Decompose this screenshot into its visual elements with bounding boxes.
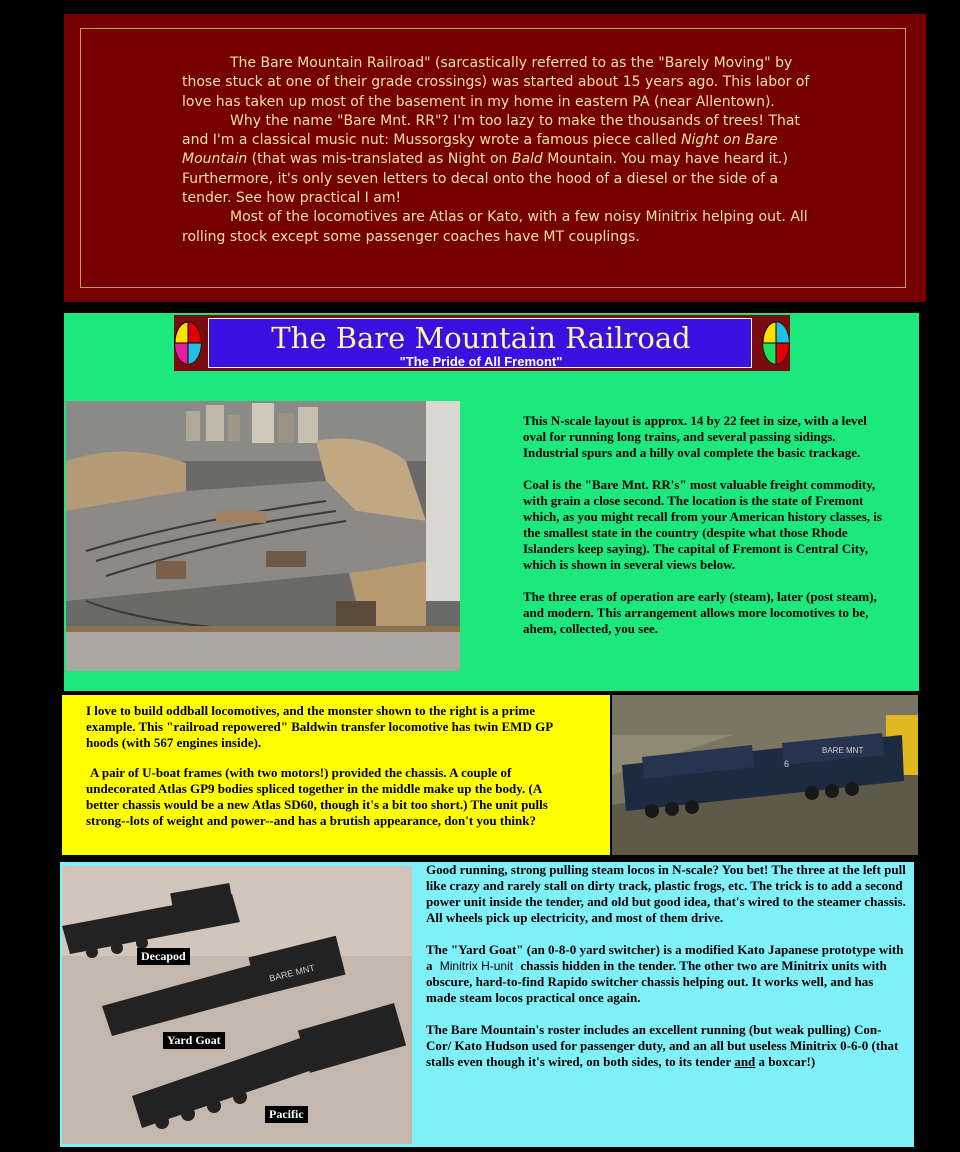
steam-section: [60, 862, 914, 1147]
layout-overview-photo: [66, 401, 460, 671]
intro-paragraph-1: The Bare Mountain Railroad" (sarcastically referred to as the "Barely Moving" by those stuck at one of their grade crossings) was started about 15 years ago. This labor of love has taken up most of the basement in my home in eastern PA (near Allentown).: [182, 55, 810, 110]
transfer-locomotive-photo: [612, 695, 918, 855]
drumhead-right-icon: [762, 321, 790, 365]
steam-description: [426, 862, 906, 1086]
drumhead-left-icon: [174, 321, 202, 365]
title-plate: [208, 318, 752, 368]
steam-paragraph-3: The Bare Mountain's roster includes an excellent running (but weak pulling) Con-Cor/ Kato Hudson used for passenger duty, and an all but useless Minitrix 0-6-0 (that stalls even though it's wired, on both sides, to its tender and a boxcar!): [426, 1022, 899, 1069]
layout-description: [523, 413, 893, 653]
loco-description: [86, 703, 576, 843]
page-subtitle: "The Pride of All Fremont": [399, 354, 563, 369]
steam-paragraph-1: Good running, strong pulling steam locos in N-scale? You bet! The three at the left pull like crazy and rarely stall on dirty track, plastic frogs, etc. The trick is to add a second power unit inside the tender, and old but good idea, that's wired to the steamer chassis. All wheels pick up electricity, and most of them drive.: [426, 862, 906, 925]
layout-section: [64, 313, 919, 691]
layout-paragraph-2: Coal is the "Bare Mnt. RR's" most valuable freight commodity, with grain a close second. The location is the state of Fremont which, as you might recall from your American history classes, is the smallest state in the country (despite what those Rhode Islanders keep saying). The capital of Fremont is Central City, which is shown in several views below.: [523, 477, 882, 572]
intro-paragraph-3: Most of the locomotives are Atlas or Kato, with a few noisy Minitrix helping out. All rolling stock except some passenger coaches have MT couplings.: [182, 209, 808, 245]
steam-locos-photo: [62, 866, 412, 1144]
caption-decapod: Decapod: [137, 948, 190, 965]
steam-locos-image: [62, 866, 412, 1144]
loco-section: [62, 695, 610, 855]
intro-text: [182, 54, 822, 247]
layout-paragraph-3: The three eras of operation are early (steam), later (post steam), and modern. This arrangement allows more locomotives to be, ahem, collected, you see.: [523, 589, 877, 636]
loco-paragraph-1: I love to build oddball locomotives, and the monster shown to the right is a prime example. This "railroad repowered" Baldwin transfer locomotive has twin EMD GP hoods (with 567 engines inside).: [86, 703, 553, 750]
loco-number: 6: [784, 759, 790, 769]
caption-yard-goat: Yard Goat: [163, 1032, 225, 1049]
title-banner: [174, 315, 790, 371]
intro-paragraph-2: Why the name "Bare Mnt. RR"? I'm too lazy to make the thousands of trees! That and I'm a classical music nut: Mussorgsky wrote a famous piece called Night on Bare Mountain (that was mis-translated as Night on Bald Mountain. You may have heard it.) Furthermore, it's only seven letters to decal onto the hood of a diesel or the side of a tender. See how practical I am!: [182, 112, 800, 207]
caption-pacific: Pacific: [265, 1106, 308, 1123]
steam-paragraph-2: The "Yard Goat" (an 0-8-0 yard switcher) is a modified Kato Japanese prototype with a Minitrix H-unit chassis hidden in the tender. The other two are Minitrix units with obscure, hard-to-find Rapido switcher chassis helping out. It works well, and has made steam locos practical once again.: [426, 942, 904, 1005]
page-title: The Bare Mountain Railroad: [271, 321, 691, 355]
loco-lettering: BARE MNT: [822, 746, 864, 755]
loco-paragraph-2: A pair of U-boat frames (with two motors!) provided the chassis. A couple of undecorated Atlas GP9 bodies spliced together in the middle make up the body. (A better chassis would be a new Atlas SD60, though it's a bit too short.) The unit pulls strong--lots of weight and power--and has a brutish appearance, don't you think?: [86, 765, 548, 828]
intro-panel: [64, 14, 926, 302]
tender-lettering: BARE MNT: [268, 962, 316, 984]
layout-paragraph-1: This N-scale layout is approx. 14 by 22 feet in size, with a level oval for running long trains, and several passing sidings. Industrial spurs and a hilly oval complete the basic trackage.: [523, 413, 867, 460]
